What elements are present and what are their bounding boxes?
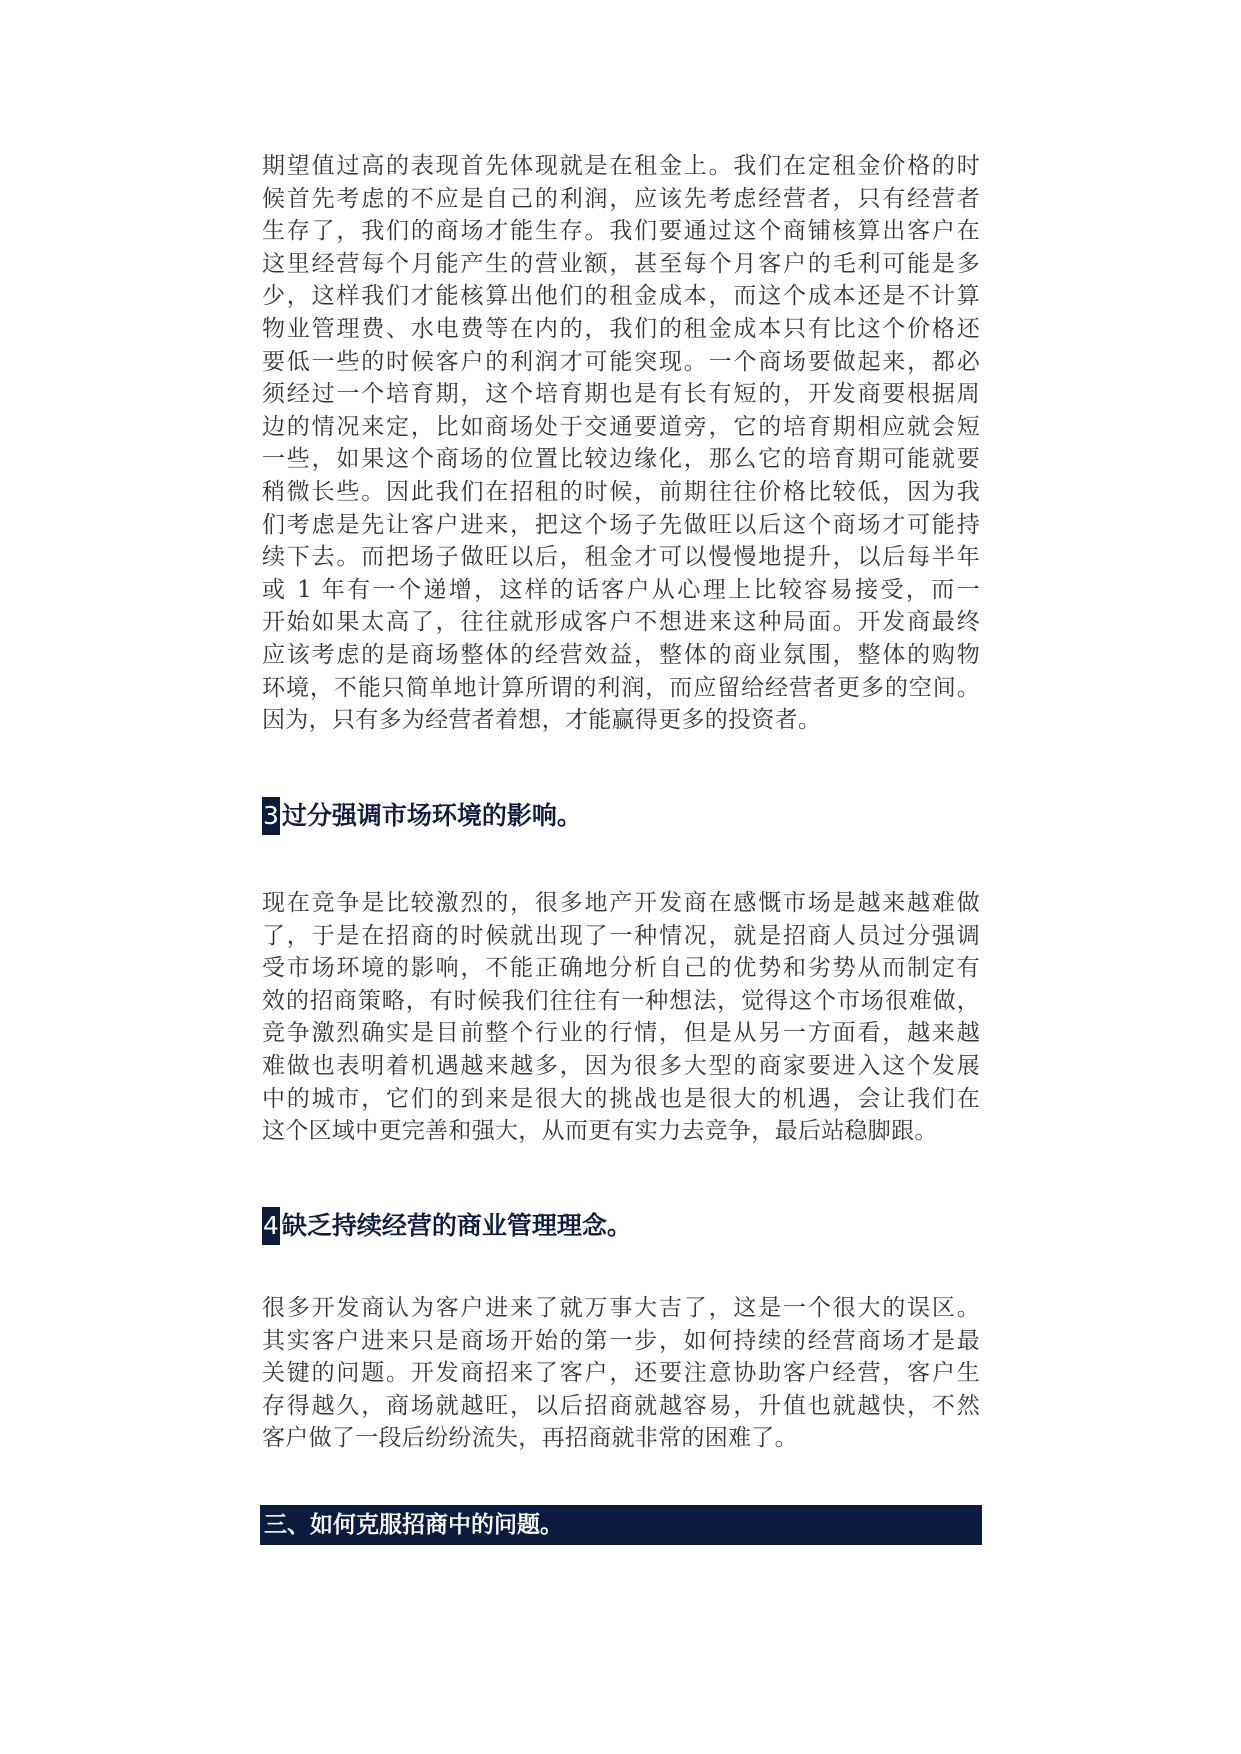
subheading-3 (262, 797, 980, 835)
paragraph-line: 开始如果太高了，往往就形成客户不想进来这种局面。开发商最终 (262, 609, 980, 636)
paragraph-line: 候首先考虑的不应是自己的利润，应该先考虑经营者，只有经营者 (262, 185, 980, 212)
subheading-text: 缺乏持续经营的商业管理理念。 (281, 1211, 632, 1240)
paragraph-line: 这个区域中更完善和强大，从而更有实力去竞争，最后站稳脚跟。 (262, 1118, 938, 1145)
paragraph-line: 存得越久，商场就越旺，以后招商就越容易，升值也就越快，不然 (262, 1392, 980, 1419)
paragraph-line: 现在竞争是比较激烈的，很多地产开发商在感慨市场是越来越难做 (262, 890, 980, 916)
subheading-number: 3 (262, 797, 280, 835)
paragraph-line: 期望值过高的表现首先体现就是在租金上。我们在定租金价格的时 (262, 153, 980, 179)
paragraph-line: 续下去。而把场子做旺以后，租金才可以慢慢地提升，以后每半年 (262, 544, 980, 571)
paragraph-line: 难做也表明着机遇越来越多，因为很多大型的商家要进入这个发展 (262, 1052, 980, 1079)
paragraph-line: 关键的问题。开发商招来了客户，还要注意协助客户经营，客户生 (262, 1360, 980, 1387)
paragraph-market-environment (262, 887, 980, 1148)
paragraph-line: 边的情况来定，比如商场处于交通要道旁，它的培育期相应就会短 (262, 413, 980, 440)
paragraph-line: 一些，如果这个商场的位置比较边缘化，那么它的培育期可能就要 (262, 446, 980, 473)
paragraph-line: 这里经营每个月能产生的营业额，甚至每个月客户的毛利可能是多 (262, 250, 980, 277)
paragraph-line: 应该考虑的是商场整体的经营效益，整体的商业氛围，整体的购物 (262, 641, 980, 668)
paragraph-line: 们考虑是先让客户进来，把这个场子先做旺以后这个商场才可能持 (262, 511, 980, 538)
paragraph-line: 受市场环境的影响，不能正确地分析自己的优势和劣势从而制定有 (262, 955, 980, 982)
paragraph-line: 竞争激烈确实是目前整个行业的行情，但是从另一方面看，越来越 (262, 1020, 980, 1047)
paragraph-line: 了，于是在招商的时候就出现了一种情况，就是招商人员过分强调 (262, 922, 980, 949)
section-heading: 三、如何克服招商中的问题。 (264, 1512, 563, 1538)
paragraph-line: 中的城市，它们的到来是很大的挑战也是很大的机遇，会让我们在 (262, 1085, 980, 1112)
paragraph-line: 其实客户进来只是商场开始的第一步，如何持续的经营商场才是最 (262, 1327, 980, 1354)
paragraph-line: 环境，不能只简单地计算所谓的利润，而应留给经营者更多的空间。 (262, 674, 980, 701)
paragraph-line: 稍微长些。因此我们在招租的时候，前期往往价格比较低，因为我 (262, 478, 980, 505)
paragraph-line: 很多开发商认为客户进来了就万事大吉了，这是一个很大的误区。 (262, 1295, 980, 1321)
paragraph-line: 须经过一个培育期，这个培育期也是有长有短的，开发商要根据周 (262, 381, 980, 408)
paragraph-line: 客户做了一段后纷纷流失，再招商就非常的困难了。 (262, 1425, 798, 1452)
subheading-text: 过分强调市场环境的影响。 (281, 801, 582, 830)
paragraph-line: 或 1 年有一个递增，这样的话客户从心理上比较容易接受，而一 (262, 576, 980, 603)
paragraph-line: 少，这样我们才能核算出他们的租金成本，而这个成本还是不计算 (262, 283, 980, 310)
paragraph-line: 因为，只有多为经营者着想，才能赢得更多的投资者。 (262, 707, 822, 734)
paragraph-line: 要低一些的时候客户的利润才可能突现。一个商场要做起来，都必 (262, 348, 980, 375)
subheading-number: 4 (262, 1207, 280, 1245)
paragraph-line: 生存了，我们的商场才能生存。我们要通过这个商铺核算出客户在 (262, 218, 980, 245)
paragraph-line: 效的招商策略，有时候我们往往有一种想法，觉得这个市场很难做， (262, 987, 980, 1014)
paragraph-sustained-management (262, 1292, 980, 1455)
subheading-4 (262, 1207, 980, 1245)
section-heading-bar (260, 1505, 982, 1545)
paragraph-rent-expectation (262, 150, 980, 737)
paragraph-line: 物业管理费、水电费等在内的，我们的租金成本只有比这个价格还 (262, 315, 980, 342)
